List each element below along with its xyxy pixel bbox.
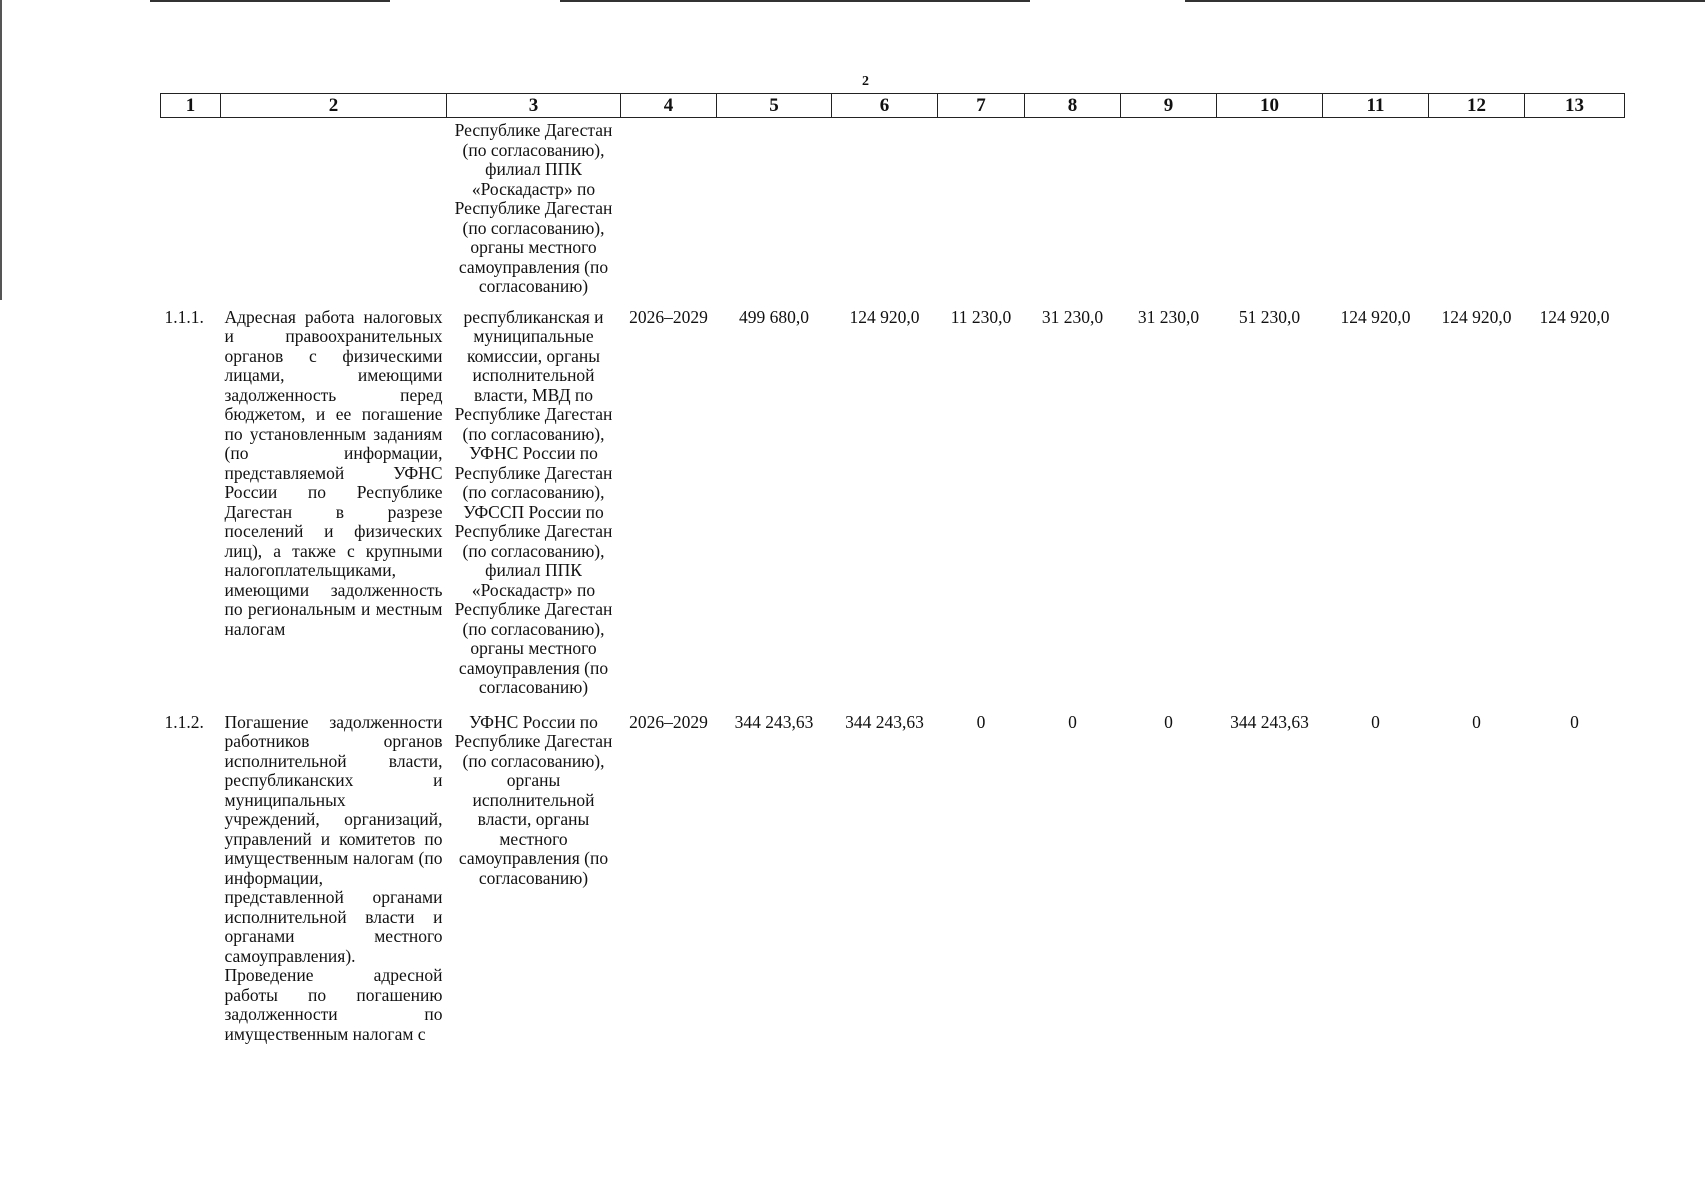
column-header: 10 bbox=[1217, 94, 1323, 118]
row-value: 344 243,63 bbox=[734, 711, 814, 732]
table-row bbox=[161, 305, 1625, 710]
row-value bbox=[1217, 118, 1323, 305]
table-header-row bbox=[161, 94, 1625, 118]
column-header: 8 bbox=[1025, 94, 1121, 118]
row-value: 0 bbox=[976, 711, 986, 732]
row-description bbox=[221, 118, 447, 305]
row-value: 0 bbox=[1164, 711, 1173, 732]
row-description: Погашение задолженности работников органов исполнительной власти, республиканских и муниципальных учреждений, организаций, управлений и комитетов по имущественным налогам (по информации, представленной органами исполнительной власти и органами местного самоуправления). Проведение адресной работы по погашению задолженности по имущественным налогам с bbox=[224, 711, 443, 1044]
row-value: 499 680,0 bbox=[739, 306, 809, 327]
column-header: 13 bbox=[1525, 94, 1625, 118]
row-value: 344 243,63 bbox=[1230, 711, 1309, 732]
column-header: 1 bbox=[161, 94, 221, 118]
row-value: 124 920,0 bbox=[1340, 306, 1411, 327]
column-header: 11 bbox=[1323, 94, 1429, 118]
row-value: 344 243,63 bbox=[845, 711, 924, 732]
row-value bbox=[1525, 118, 1625, 305]
row-value: 0 bbox=[1472, 711, 1481, 732]
row-period: 2026–2029 bbox=[629, 711, 708, 732]
column-header: 5 bbox=[717, 94, 832, 118]
scan-left-edge bbox=[0, 0, 2, 300]
row-index bbox=[161, 118, 221, 305]
row-value: 0 bbox=[1570, 711, 1579, 732]
row-value: 0 bbox=[1371, 711, 1380, 732]
row-description: Адресная работа налоговых и правоохранительных органов с физическими лицами, имеющими задолженность перед бюджетом, и ее погашение по установленным заданиям (по информации, представляемой УФНС России по Республике Дагестан в разрезе поселений и физических лиц), а также с крупными налогоплательщиками, имеющими задолженность по региональным и местным налогам bbox=[224, 306, 443, 639]
row-value bbox=[1025, 118, 1121, 305]
column-header: 4 bbox=[621, 94, 717, 118]
budget-table bbox=[160, 93, 1625, 1044]
page-number: 2 bbox=[862, 74, 869, 89]
row-period: 2026–2029 bbox=[629, 306, 708, 327]
row-value: 11 230,0 bbox=[950, 306, 1012, 327]
scan-top-edge bbox=[560, 0, 1030, 2]
row-value: 124 920,0 bbox=[849, 306, 920, 327]
column-header: 2 bbox=[221, 94, 447, 118]
row-executors: УФНС России по Республике Дагестан (по согласованию), органы исполнительной власти, органы местного самоуправления (по согласованию) bbox=[454, 711, 613, 888]
row-value: 124 920,0 bbox=[1539, 306, 1610, 327]
table-row bbox=[161, 710, 1625, 1045]
row-value: 0 bbox=[1068, 711, 1077, 732]
row-index: 1.1.2. bbox=[164, 711, 204, 732]
row-value bbox=[1323, 118, 1429, 305]
row-value: 31 230,0 bbox=[1041, 306, 1104, 327]
column-header: 9 bbox=[1121, 94, 1217, 118]
scan-top-edge bbox=[1185, 0, 1705, 2]
row-executors: Республике Дагестан (по согласованию), филиал ППК «Роскадастр» по Республике Дагестан (по согласованию), органы местного самоуправления (по согласованию) bbox=[454, 120, 613, 296]
row-value: 51 230,0 bbox=[1238, 306, 1301, 327]
row-value bbox=[1121, 118, 1217, 305]
scan-top-edge bbox=[150, 0, 390, 2]
row-period bbox=[621, 118, 717, 305]
table-row bbox=[161, 118, 1625, 305]
column-header: 7 bbox=[938, 94, 1025, 118]
column-header: 12 bbox=[1429, 94, 1525, 118]
column-header: 3 bbox=[447, 94, 621, 118]
row-value: 124 920,0 bbox=[1441, 306, 1512, 327]
row-executors: республиканская и муниципальные комиссии, органы исполнительной власти, МВД по Республике Дагестан (по согласованию), УФНС России по Республике Дагестан (по согласованию), УФССП России по Республике Дагестан (по согласованию), филиал ППК «Роскадастр» по Республике Дагестан (по согласованию), органы местного самоуправления (по согласованию) bbox=[454, 306, 613, 697]
row-value bbox=[832, 118, 938, 305]
column-header: 6 bbox=[832, 94, 938, 118]
row-index: 1.1.1. bbox=[164, 306, 204, 327]
row-value bbox=[938, 118, 1025, 305]
row-value bbox=[717, 118, 832, 305]
row-value: 31 230,0 bbox=[1137, 306, 1200, 327]
row-value bbox=[1429, 118, 1525, 305]
